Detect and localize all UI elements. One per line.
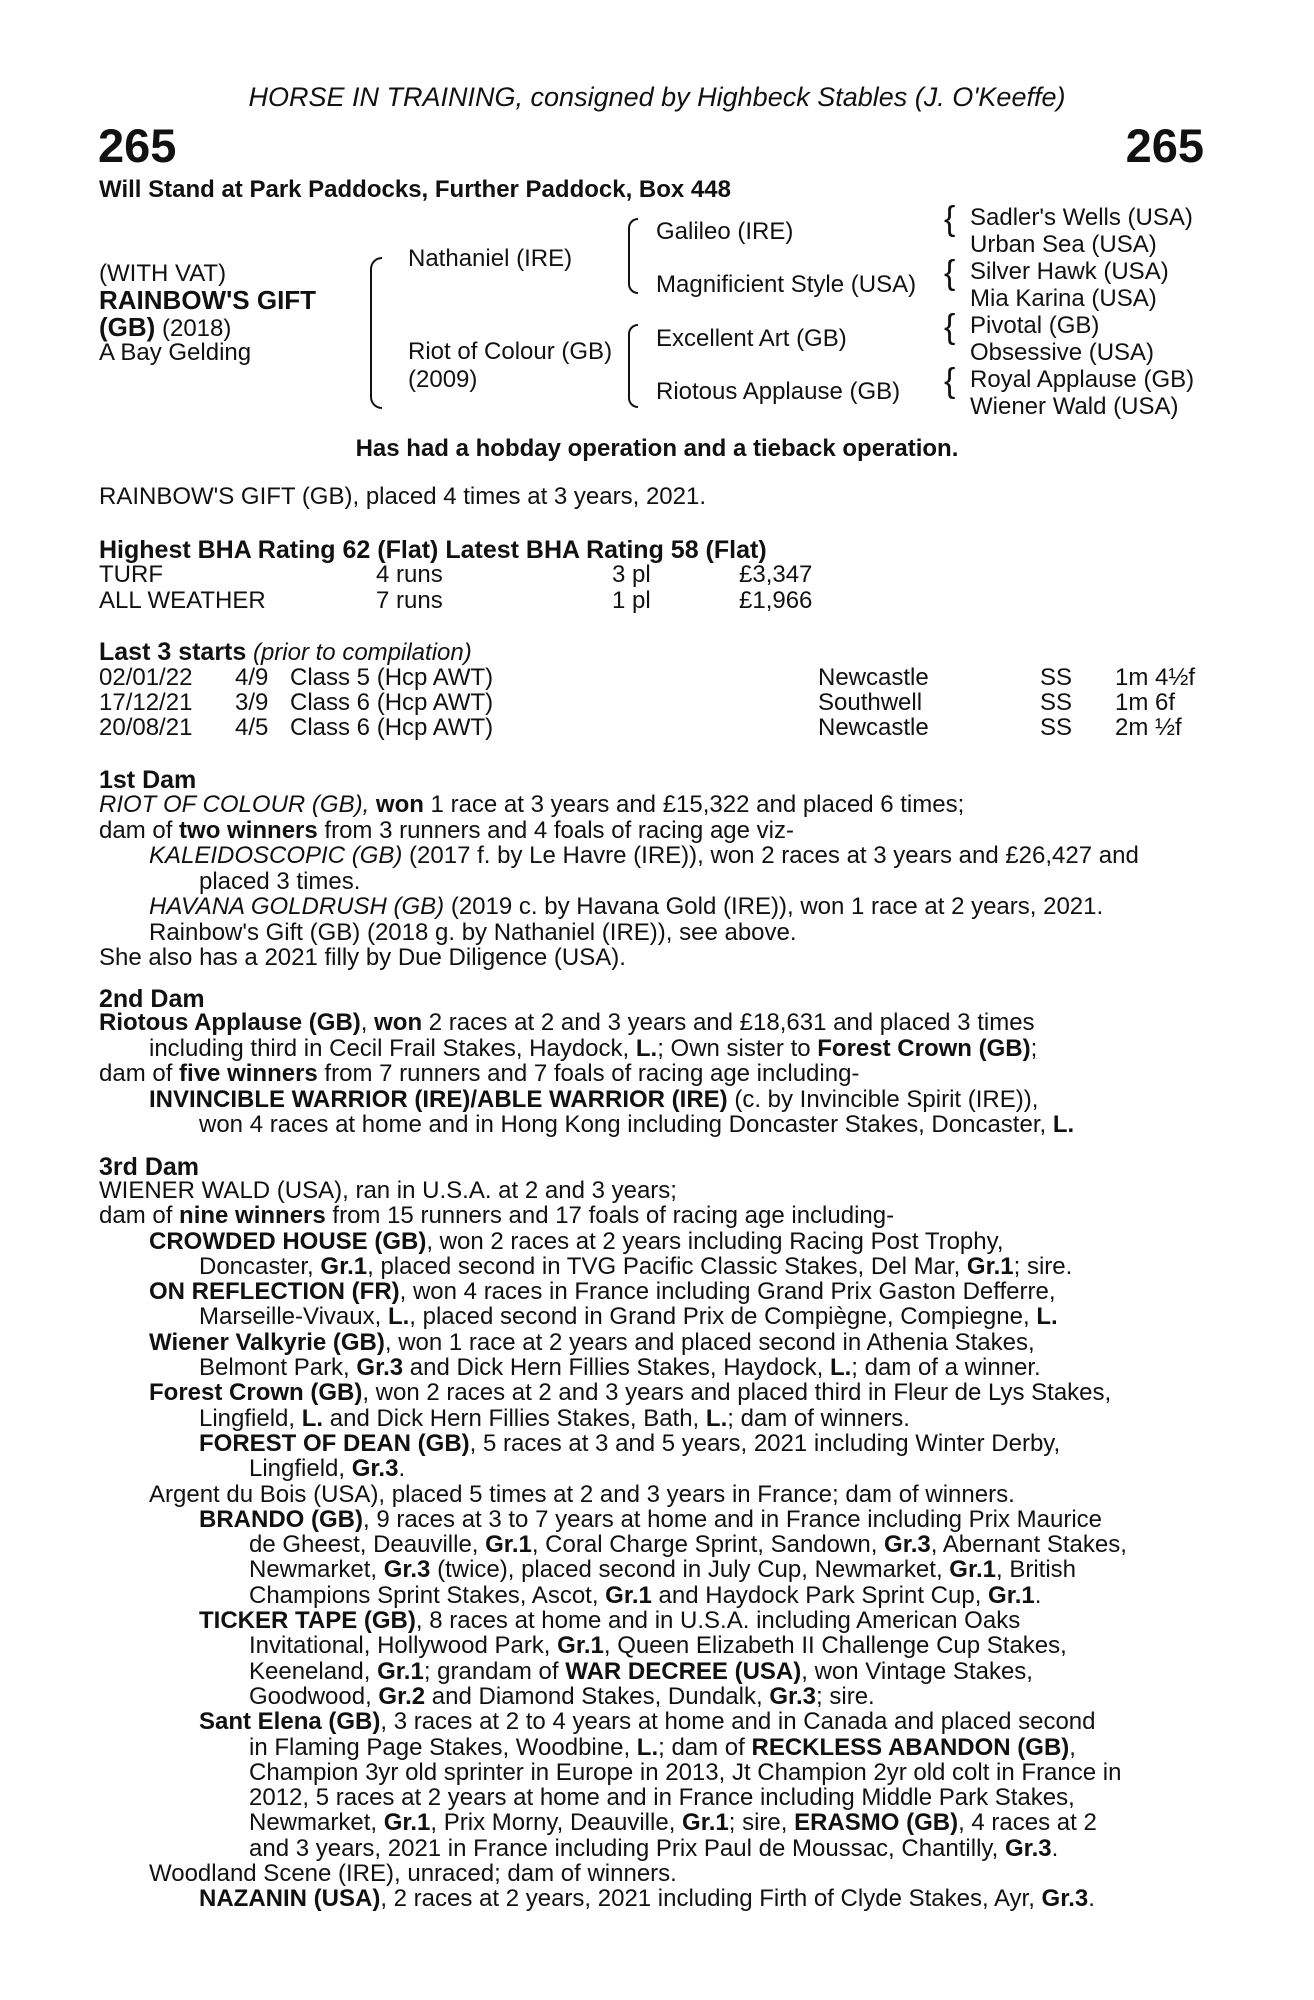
operation-notice: Has had a hobday operation and a tieback operation. [355, 435, 959, 462]
vat-label: (WITH VAT) [99, 260, 227, 287]
rating-prize: £1,966 [739, 587, 813, 614]
start-position: 3/9 [235, 689, 269, 716]
start-course: Newcastle [818, 714, 929, 741]
dam-year: (2009) [408, 366, 478, 393]
start-date: 20/08/21 [99, 714, 193, 741]
start-class: Class 6 (Hcp AWT) [290, 689, 494, 716]
start-position: 4/9 [235, 664, 269, 691]
horse-description: A Bay Gelding [99, 339, 252, 366]
second-dam-heading: 2nd Dam [99, 985, 205, 1013]
location-line: Will Stand at Park Paddocks, Further Paddock, Box 448 [99, 176, 731, 203]
start-going: SS [1040, 689, 1073, 716]
great-7: Royal Applause (GB) [970, 366, 1195, 393]
start-distance: 1m 4½f [1115, 664, 1196, 691]
first-dam-heading: 1st Dam [99, 766, 197, 794]
brace-3b: { [944, 254, 956, 292]
grandsire-1: Galileo (IRE) [656, 218, 794, 245]
brace-3c: { [944, 308, 956, 346]
sire-name: Nathaniel (IRE) [408, 245, 573, 272]
great-3: Silver Hawk (USA) [970, 258, 1169, 285]
brace-3d: { [944, 362, 956, 400]
great-4: Mia Karina (USA) [970, 285, 1157, 312]
consignment-header: HORSE IN TRAINING, consigned by Highbeck Stables (J. O'Keeffe) [248, 82, 1066, 112]
pedigree-brace-sire [628, 218, 638, 294]
start-class: Class 6 (Hcp AWT) [290, 714, 494, 741]
start-distance: 2m ½f [1115, 714, 1182, 741]
last-starts-heading: Last 3 starts (prior to compilation) [99, 638, 472, 666]
great-1: Sadler's Wells (USA) [970, 204, 1193, 231]
start-class: Class 5 (Hcp AWT) [290, 664, 494, 691]
rating-surface: TURF [99, 561, 163, 588]
start-date: 02/01/22 [99, 664, 193, 691]
start-course: Southwell [818, 689, 923, 716]
lot-number-right: 265 [1125, 119, 1204, 172]
dam-name: Riot of Colour (GB) [408, 338, 613, 365]
placing-summary: RAINBOW'S GIFT (GB), placed 4 times at 3 years, 2021. [99, 483, 707, 510]
start-distance: 1m 6f [1115, 689, 1176, 716]
lot-number-left: 265 [98, 119, 177, 172]
great-6: Obsessive (USA) [970, 339, 1155, 366]
rating-runs: 4 runs [376, 561, 443, 588]
third-dam-text: WIENER WALD (USA), ran in U.S.A. at 2 and 3 years; dam of nine winners from 15 runners and 17 foals of racing age including- CROWDED HOUSE (GB), won 2 races at 2 years including Racing Post Trophy, Doncaster, Gr.1, placed second in TVG Pacific Classic Stakes, Del Mar, Gr.1; sire. ON REFLECTION (FR), won 4 races in France including Grand Prix Gaston Defferre, Marseille-Vivaux, L., placed second in Grand Prix de Compiègne, Compiegne, L. Wiener Valkyrie (GB), won 1 race at 2 years and placed second in Athenia Stakes, Belmont Park, Gr.3 and Dick Hern Fillies Stakes, Haydock, L.; dam of a winner. Forest Crown (GB), won 2 races at 2 and 3 years and placed third in Fleur de Lys Stakes, Lingfield, L. and Dick Hern Fillies Stakes, Bath, L.; dam of winners. FOREST OF DEAN (GB), 5 races at 3 and 5 years, 2021 including Winter Derby, Lingfield, Gr.3. Argent du Bois (USA), placed 5 times at 2 and 3 years in France; dam of winners. BRANDO (GB), 9 races at 3 to 7 years at home and in France including Prix Maurice de Gheest, Deauville, Gr.1, Coral Charge Sprint, Sandown, Gr.3, Abernant Stakes, Newmarket, Gr.3 (twice), placed second in July Cup, Newmarket, Gr.1, British Champions Sprint Stakes, Ascot, Gr.1 and Haydock Park Sprint Cup, Gr.1. TICKER TAPE (GB), 8 races at home and in U.S.A. including American Oaks Invitational, Hollywood Park, Gr.1, Queen Elizabeth II Challenge Cup Stakes, Keeneland, Gr.1; grandam of WAR DECREE (USA), won Vintage Stakes, Goodwood, Gr.2 and Diamond Stakes, Dundalk, Gr.3; sire. Sant Elena (GB), 3 races at 2 to 4 years at home and in Canada and placed second in Flaming Page Stakes, Woodbine, L.; dam of RECKLESS ABANDON (GB), Champion 3yr old sprinter in Europe in 2013, Jt Champion 2yr old colt in France in 2012, 5 races at 2 years at home and in France including Middle Park Stakes, Newmarket, Gr.1, Prix Morny, Deauville, Gr.1; sire, ERASMO (GB), 4 races at 2 and 3 years, 2021 in France including Prix Paul de Moussac, Chantilly, Gr.3. Woodland Scene (IRE), unraced; dam of winners. NAZANIN (USA), 2 races at 2 years, 2021 including Firth of Clyde Stakes, Ayr, Gr.3. [99, 1177, 1127, 1913]
rating-placed: 3 pl [612, 561, 651, 588]
bha-rating-heading: Highest BHA Rating 62 (Flat) Latest BHA Rating 58 (Flat) [99, 536, 767, 564]
rating-runs: 7 runs [376, 587, 443, 614]
brace-3a: { [944, 200, 956, 238]
grandsire-2: Excellent Art (GB) [656, 325, 847, 352]
start-date: 17/12/21 [99, 689, 193, 716]
great-5: Pivotal (GB) [970, 312, 1100, 339]
second-dam-text: Riotous Applause (GB), won 2 races at 2 and 3 years and £18,631 and placed 3 times including third in Cecil Frail Stakes, Haydock, L.; Own sister to Forest Crown (GB); dam of five winners from 7 runners and 7 foals of racing age including- INVINCIBLE WARRIOR (IRE)/ABLE WARRIOR (IRE) (c. by Invincible Spirit (IRE)), won 4 races at home and in Hong Kong including Doncaster Stakes, Doncaster, L. [99, 1009, 1075, 1138]
start-going: SS [1040, 664, 1073, 691]
third-dam-heading: 3rd Dam [99, 1153, 200, 1181]
rating-placed: 1 pl [612, 587, 651, 614]
horse-origin-year: (GB) (2018) [99, 312, 232, 342]
rating-surface: ALL WEATHER [99, 587, 266, 614]
start-position: 4/5 [235, 714, 269, 741]
pedigree-brace-main [370, 257, 382, 409]
granddam-1: Magnificient Style (USA) [656, 271, 917, 298]
horse-name: RAINBOW'S GIFT [99, 285, 317, 315]
pedigree-brace-dam [628, 324, 638, 408]
great-8: Wiener Wald (USA) [970, 393, 1179, 420]
start-course: Newcastle [818, 664, 929, 691]
rating-prize: £3,347 [739, 561, 813, 588]
start-going: SS [1040, 714, 1073, 741]
first-dam-text: RIOT OF COLOUR (GB), won 1 race at 3 years and £15,322 and placed 6 times; dam of two winners from 3 runners and 4 foals of racing age viz- KALEIDOSCOPIC (GB) (2017 f. by Le Havre (IRE)), won 2 races at 3 years and £26,427 and placed 3 times. HAVANA GOLDRUSH (GB) (2019 c. by Havana Gold (IRE)), won 1 race at 2 years, 2021. Rainbow's Gift (GB) (2018 g. by Nathaniel (IRE)), see above. She also has a 2021 filly by Due Diligence (USA). [99, 791, 1139, 971]
granddam-2: Riotous Applause (GB) [656, 378, 901, 405]
great-2: Urban Sea (USA) [970, 231, 1157, 258]
